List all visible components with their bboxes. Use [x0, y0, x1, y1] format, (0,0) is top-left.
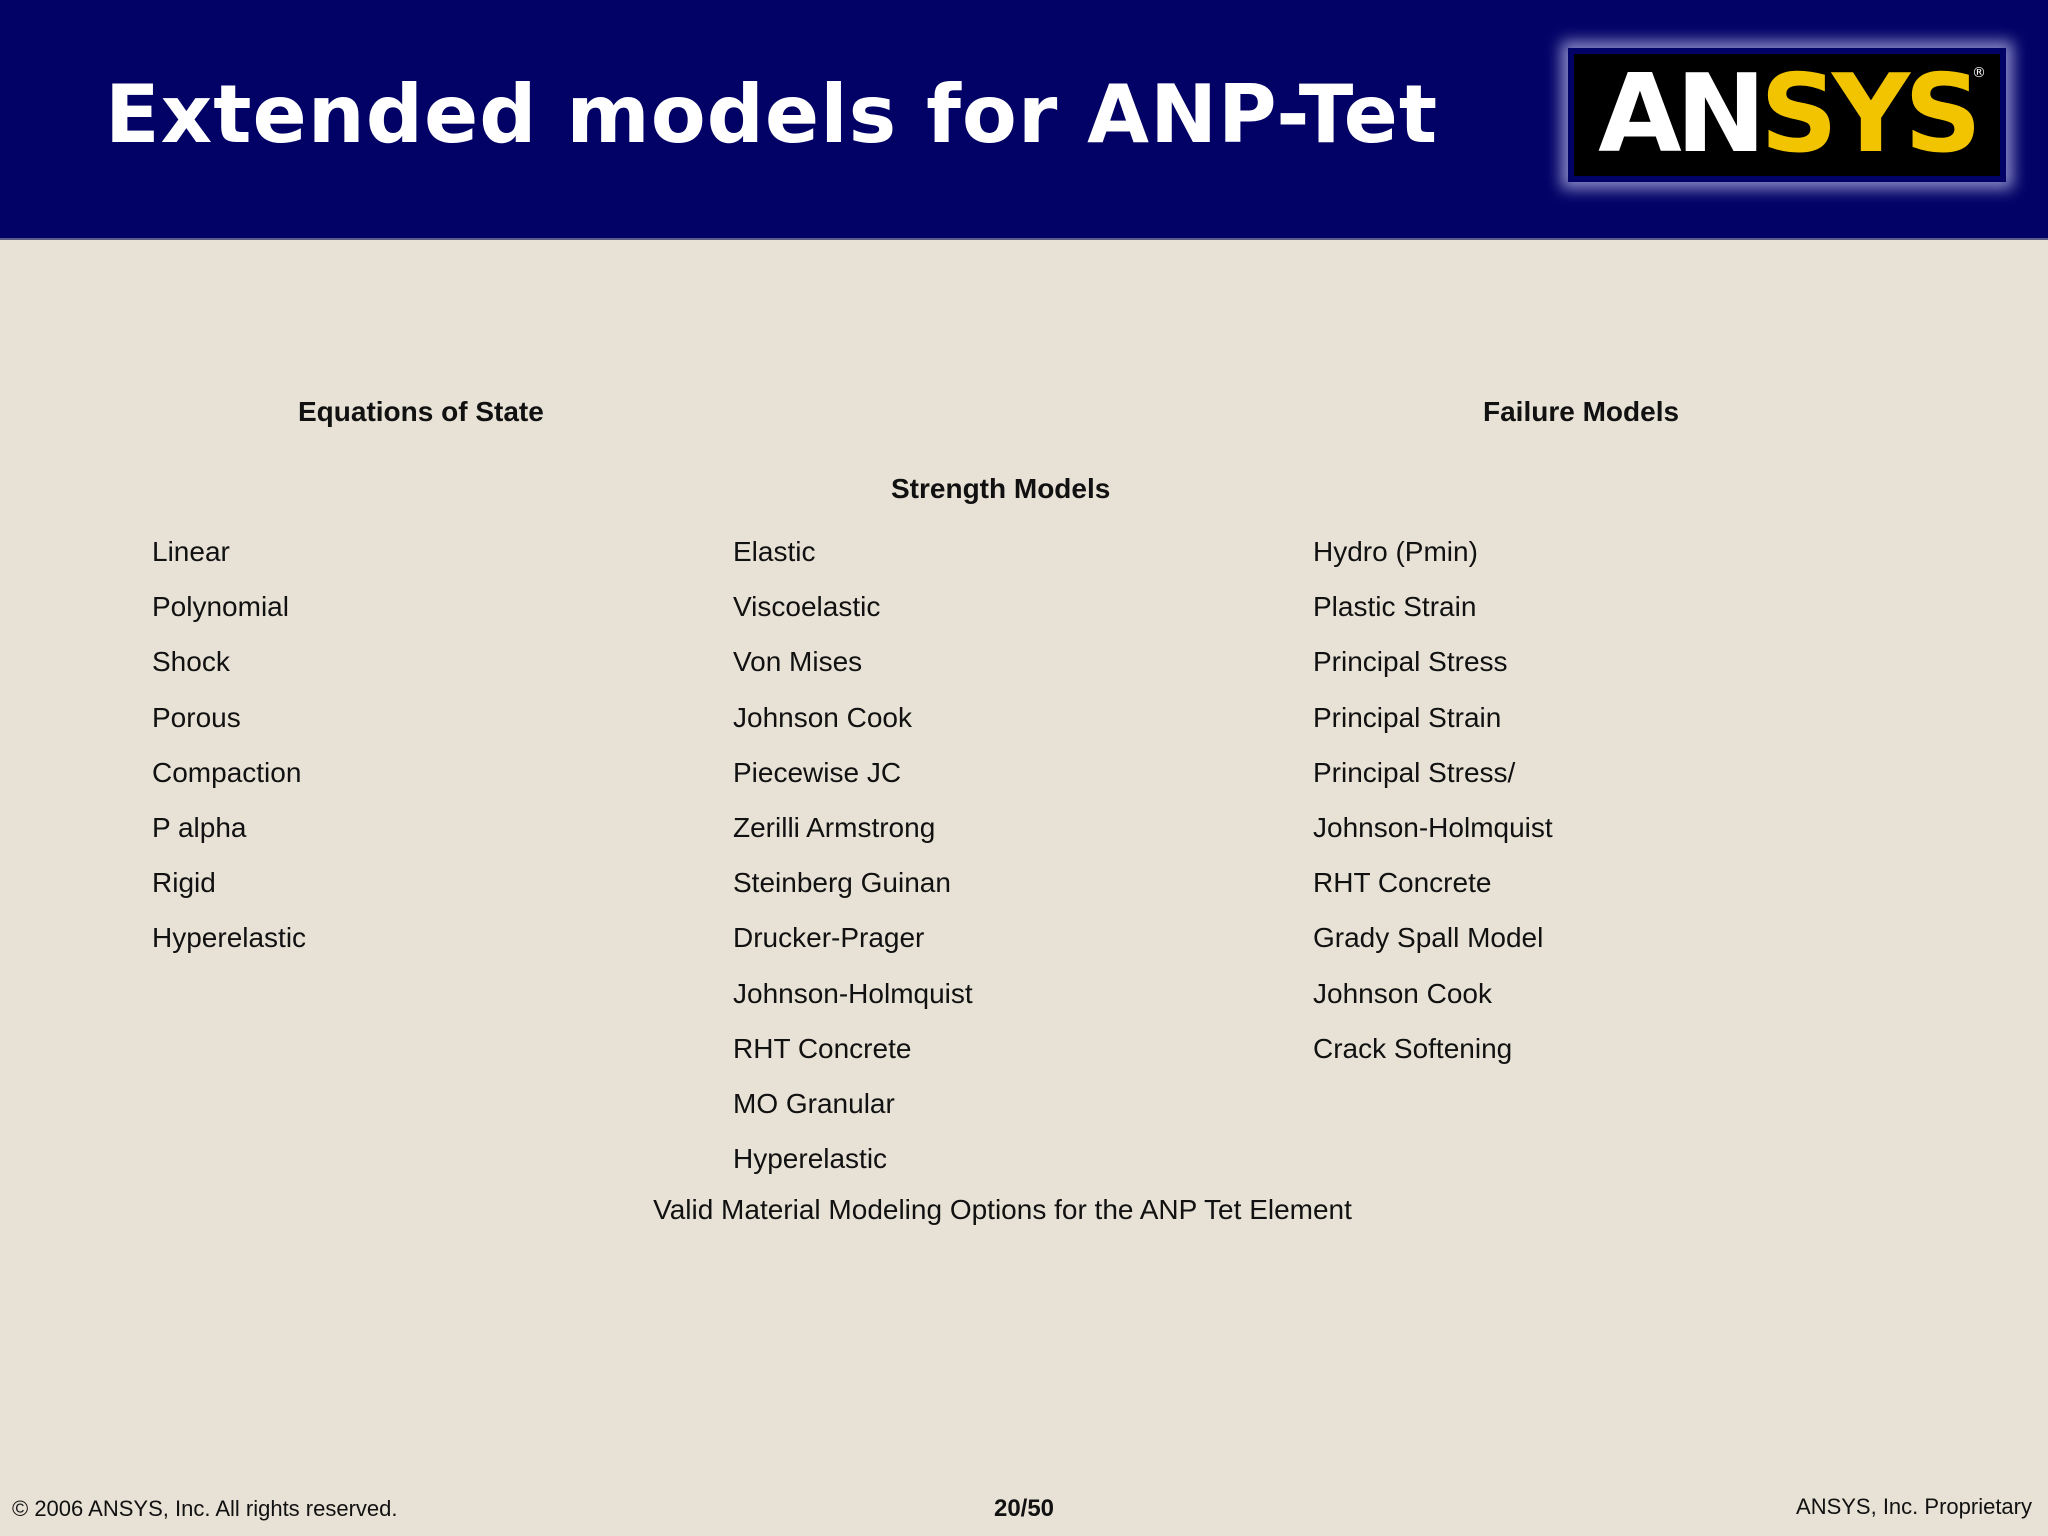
- list-item: Polynomial: [152, 591, 289, 623]
- footer-copyright: © 2006 ANSYS, Inc. All rights reserved.: [12, 1496, 398, 1521]
- list-item: Linear: [152, 536, 230, 567]
- list-item: Principal Strain: [1313, 701, 1502, 733]
- list-item: Piecewise JC: [733, 756, 902, 788]
- logo-text-sys: SYS: [1760, 52, 1976, 177]
- table-caption: Valid Material Modeling Options for the ANP Tet Element: [653, 1194, 1352, 1225]
- list-item: Johnson-Holmquist: [733, 977, 973, 1009]
- list-item: RHT Concrete: [733, 1032, 912, 1064]
- list-item: Plastic Strain: [1313, 591, 1477, 623]
- list-item: Hydro (Pmin): [1313, 536, 1478, 567]
- failure-list: [1313, 524, 1553, 1076]
- list-item: MO Granular: [733, 1087, 895, 1119]
- list-item: Johnson Cook: [733, 701, 913, 733]
- failure-heading: Failure Models: [1483, 396, 1680, 427]
- ansys-logo: [1574, 54, 2000, 176]
- list-item: Rigid: [152, 867, 216, 899]
- strength-heading: Strength Models: [891, 473, 1111, 504]
- list-item: Johnson Cook: [1313, 977, 1493, 1009]
- list-item: Drucker-Prager: [733, 922, 925, 954]
- list-item: Hyperelastic: [152, 922, 307, 954]
- list-item: Porous: [152, 701, 241, 733]
- list-item: Viscoelastic: [733, 591, 881, 623]
- list-item: Principal Stress/: [1313, 756, 1516, 788]
- list-item: Hyperelastic: [733, 1143, 888, 1175]
- list-item: Elastic: [733, 536, 816, 567]
- list-item: Von Mises: [733, 646, 863, 678]
- strength-list: [733, 524, 973, 1186]
- list-item: Shock: [152, 646, 230, 678]
- logo-text-an: AN: [1598, 52, 1761, 177]
- slide-title: Extended models for ANP-Tet: [105, 68, 1439, 161]
- list-item: RHT Concrete: [1313, 867, 1492, 899]
- list-item: Principal Stress: [1313, 646, 1508, 678]
- page-number: 20/50: [993, 1495, 1055, 1522]
- list-item: Compaction: [152, 756, 302, 788]
- registered-mark-icon: ®: [1972, 65, 1986, 81]
- list-item: Grady Spall Model: [1313, 922, 1544, 954]
- list-item: Johnson-Holmquist: [1313, 811, 1553, 843]
- list-item: Zerilli Armstrong: [733, 811, 936, 843]
- slide-header: [0, 0, 2048, 240]
- footer-proprietary: ANSYS, Inc. Proprietary: [1796, 1494, 2032, 1519]
- eos-list: [152, 524, 306, 966]
- list-item: Crack Softening: [1313, 1032, 1513, 1064]
- list-item: P alpha: [152, 811, 247, 843]
- list-item: Steinberg Guinan: [733, 867, 951, 899]
- eos-heading: Equations of State: [298, 396, 544, 427]
